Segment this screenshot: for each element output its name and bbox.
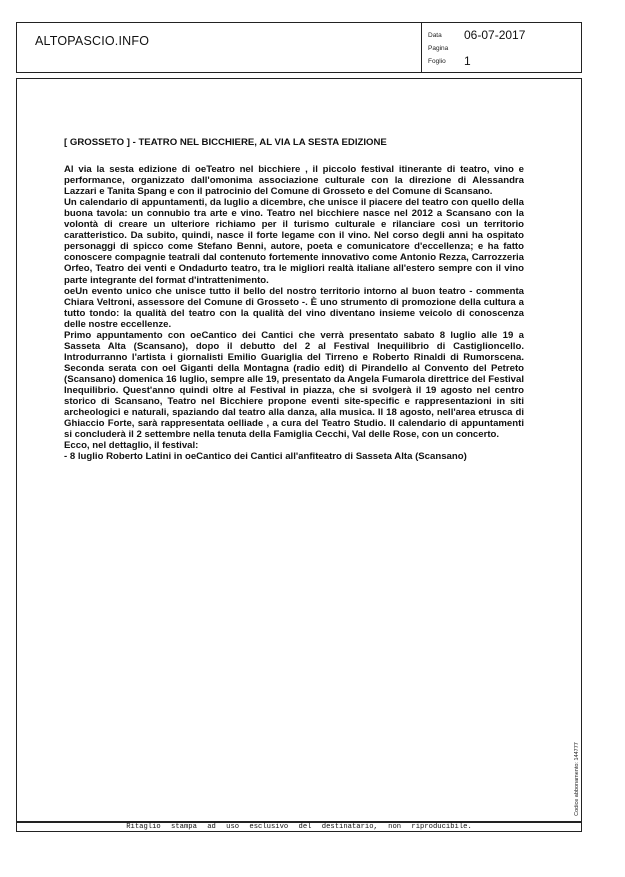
sheet-value: 1 <box>464 54 471 68</box>
article-paragraph: Un calendario di appuntamenti, da luglio a dicembre, che unisce il piacere del teatro con quello della buona tavola: un connubio tra arte e vino. Teatro nel bicchiere nasce nel 2012 a Scansano con la volontà di creare un ulteriore richiamo per il turismo culturale e rilanciare così un territorio caratteristico. Da subito, quindi, nasce il forte legame con il vino. Nel corso degli anni ha ospitato personaggi di spicco come Stefano Benni, autore, poeta e comunicatore d'eccellenza; e ha fatto conoscere compagnie teatrali dal contenuto fortemente innovativo come Antonio Rezza, Carrozzeria Orfeo, Teatro dei venti e Ondadurto teatro, tra le migliori realtà italiane all'estero sempre con il vino parte integrante del format d'intrattenimento. <box>64 197 524 286</box>
sheet-label: Foglio <box>428 58 446 65</box>
article-headline: [ GROSSETO ] - TEATRO NEL BICCHIERE, AL VIA LA SESTA EDIZIONE <box>64 137 387 148</box>
article-paragraph: Ecco, nel dettaglio, il festival: <box>64 440 199 452</box>
date-label: Data <box>428 32 442 39</box>
header-box <box>16 22 582 73</box>
source-name: ALTOPASCIO.INFO <box>35 34 150 48</box>
footer-notice: Ritaglio stampa ad uso esclusivo del destinatario, non riproducibile. <box>126 823 472 831</box>
subscription-code-text: Codice abbonamento: 144777 <box>574 742 580 816</box>
article-paragraph: oeUn evento unico che unisce tutto il bello del nostro territorio intorno al buon teatro - commenta Chiara Veltroni, assessore del Comune di Grosseto -. È uno strumento di promozione della cultura a tutto tondo: la qualità del teatro con la qualità del vino diventano insieme veicolo di conoscenza delle nostre eccellenze. <box>64 285 524 330</box>
article-paragraph: Primo appuntamento con oeCantico dei Cantici che verrà presentato sabato 8 luglio alle 19 a Sasseta Alta (Scansano), dopo il debutto del 2 al Festival Inequilibrio di Castiglioncello. Introdurranno l'artista i giornalisti Emilio Guariglia del Tirreno e Roberto Rinaldi di Rumorscena. Seconda serata con oeI Giganti della Montagna (radio edit) di Pirandello al Convento del Petreto (Scansano) domenica 16 luglio, sempre alle 19, presentato da Angela Fumarola direttrice del Festival Inequilibrio. Quest'anno quindi oltre al Festival in piazza, che si svolgerà il 19 agosto nel centro storico di Scansano, Teatro nel Bicchiere propone eventi site-specific e rappresentazioni in siti archeologici e naturali, spaziando dal teatro alla danza, alla musica. Il 18 agosto, nell'area etrusca di Ghiaccio Forte, sarà rappresentata oelliade , a cura del Teatro Studio. Il calendario di appuntamenti si concluderà il 2 settembre nella tenuta della Famiglia Cecchi, Val delle Rose, con un concerto. <box>64 329 524 441</box>
subscription-code <box>571 735 583 823</box>
article-box <box>16 78 582 822</box>
article-body <box>64 137 524 462</box>
date-value: 06-07-2017 <box>464 28 526 42</box>
header-divider <box>421 23 422 72</box>
page-label: Pagina <box>428 45 449 52</box>
article-paragraph: Al via la sesta edizione di oeTeatro nel bicchiere , il piccolo festival itinerante di teatro, vino e performance, organizzato dall'omonima associazione culturale con la direzione di Alessandra Lazzari e Tanita Spang e con il patrocinio del Comune di Grosseto e del Comune di Scansano. <box>64 164 524 198</box>
footer-box <box>16 822 582 832</box>
festival-list-item: - 8 luglio Roberto Latini in oeCantico dei Cantici all'anfiteatro di Sasseta Alta (Scansano) <box>64 451 467 463</box>
